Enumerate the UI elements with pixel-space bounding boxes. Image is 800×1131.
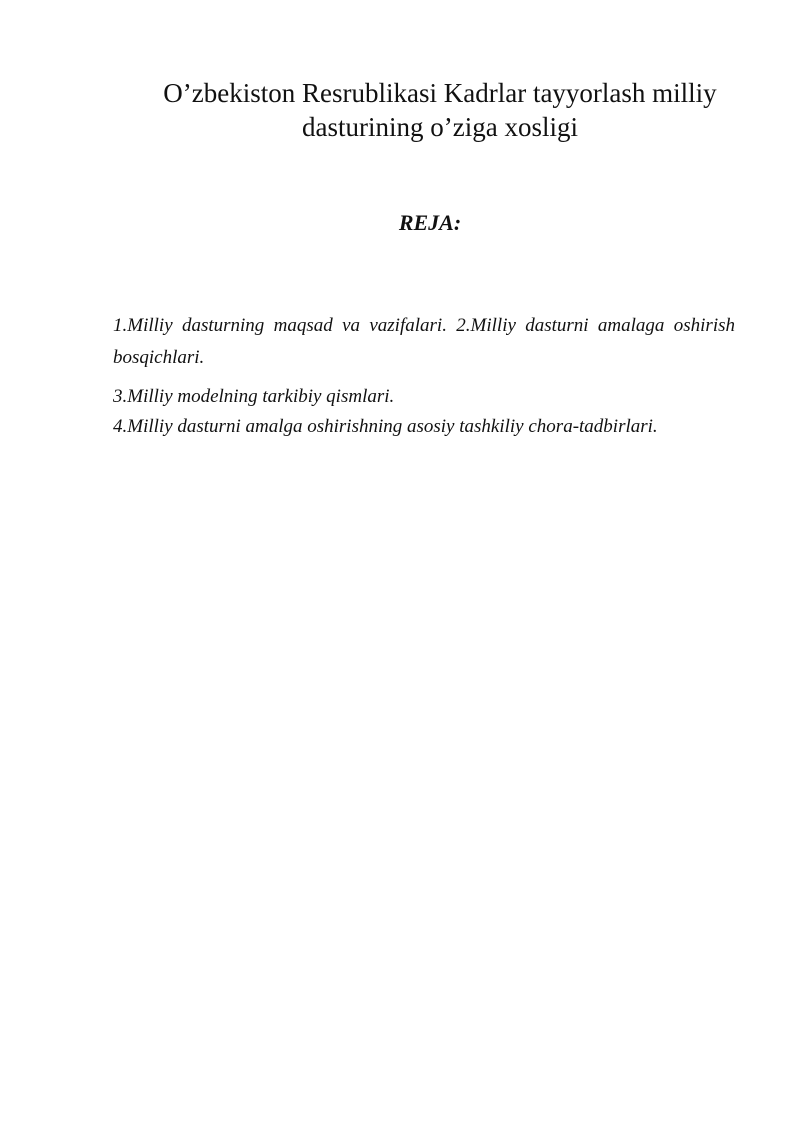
document-title [100,76,780,144]
plan-heading: REJA: [398,210,462,235]
plan-item-3: 3.Milliy modelning tarkibiy qismlari. [113,386,395,407]
document-title-line-2: dasturining o’ziga xosligi [302,112,578,142]
plan-list [113,310,735,442]
document-title-line-1: O’zbekiston Resrublikasi Kadrlar tayyorlash milliy [163,78,717,108]
plan-item-4: 4.Milliy dasturni amalga oshirishning asosiy tashkiliy chora-tadbirlari. [113,416,658,437]
plan-item-1-2: 1.Milliy dasturning maqsad va vazifalari. 2.Milliy dasturni amalaga oshirish bosqichlari. [113,315,735,368]
